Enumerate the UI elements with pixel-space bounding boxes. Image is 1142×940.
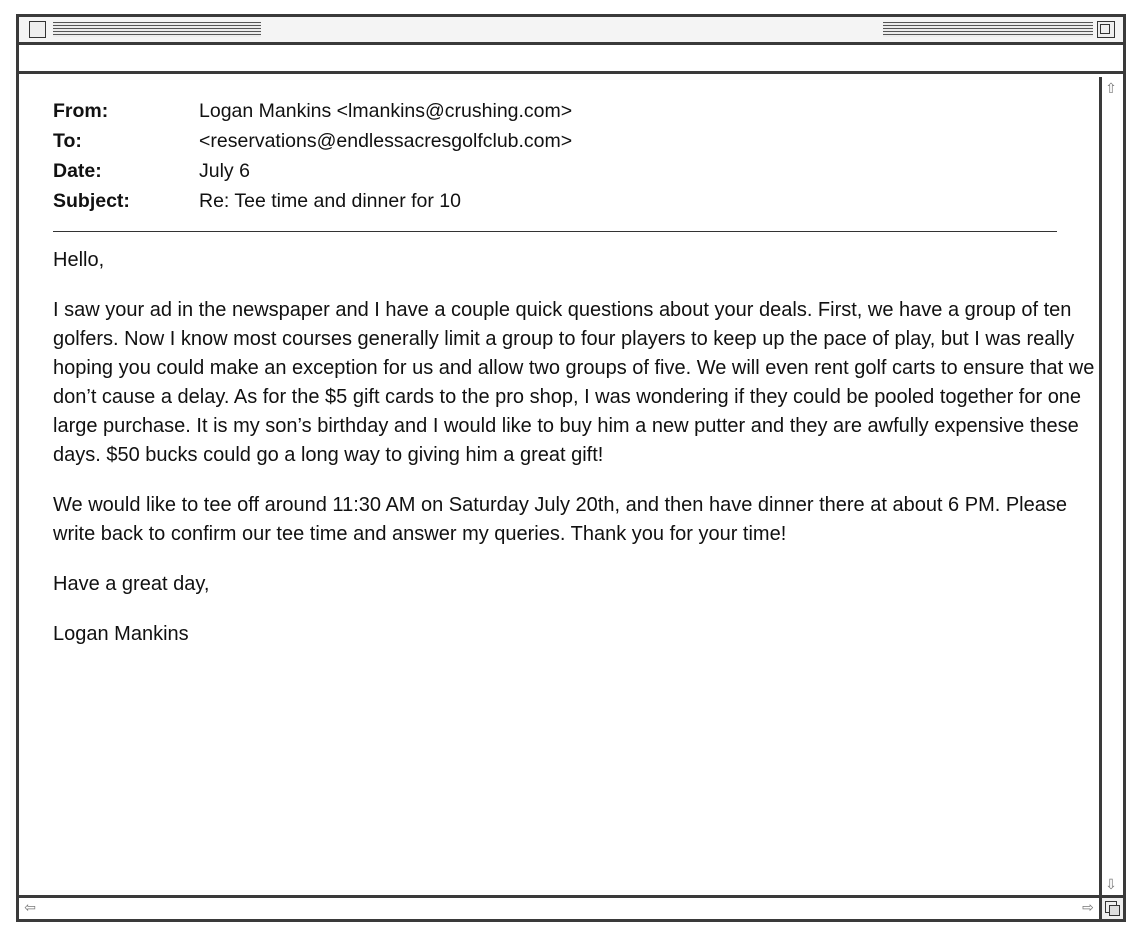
resize-icon[interactable] xyxy=(1099,895,1123,919)
email-window xyxy=(16,14,1126,922)
body-paragraph-1: I saw your ad in the newspaper and I have a couple quick questions about your deals. First, we have a group of ten golfers. Now I know most courses generally limit a group to four players to keep up the pace of play, but I was really hoping you could make an exception for us and allow two groups of five. We will even rent golf carts to ensure that we don’t cause a delay. As for the $5 gift cards to the pro shop, I was wondering if they could be pooled together for one large purchase. It is my son’s birthday and I would like to buy him a new putter and they are awfully expensive these days. $50 bucks could go a long way to giving him a great gift! xyxy=(53,299,1095,466)
date-value: July 6 xyxy=(199,160,250,182)
toolbar-strip xyxy=(19,48,1123,74)
from-value: Logan Mankins <lmankins@crushing.com> xyxy=(199,100,573,122)
header-divider xyxy=(53,231,1057,232)
horizontal-scrollbar[interactable] xyxy=(19,895,1099,919)
title-bar[interactable] xyxy=(19,17,1123,45)
body-paragraph-2: We would like to tee off around 11:30 AM on Saturday July 20th, and then have dinner there at about 6 PM. Please write back to confirm our tee time and answer my queries. Thank you for your time! xyxy=(53,494,1067,545)
email-headers xyxy=(53,99,1099,213)
vertical-scrollbar[interactable] xyxy=(1099,77,1123,895)
to-label: To: xyxy=(53,130,82,152)
signature: Logan Mankins xyxy=(53,623,189,645)
close-box-icon[interactable] xyxy=(29,21,46,38)
from-label: From: xyxy=(53,100,109,122)
zoom-box-icon[interactable] xyxy=(1097,21,1115,38)
message-content xyxy=(19,77,1099,895)
date-label: Date: xyxy=(53,160,102,182)
arrow-left-icon[interactable]: ⇦ xyxy=(24,899,36,915)
subject-label: Subject: xyxy=(53,190,130,212)
greeting: Hello, xyxy=(53,249,105,271)
arrow-up-icon[interactable]: ⇧ xyxy=(1105,80,1117,96)
to-value: <reservations@endlessacresgolfclub.com> xyxy=(199,130,573,152)
subject-value: Re: Tee time and dinner for 10 xyxy=(199,190,461,212)
sign-off: Have a great day, xyxy=(53,573,210,595)
title-stripes-left xyxy=(53,22,261,37)
arrow-down-icon[interactable]: ⇩ xyxy=(1105,876,1117,892)
email-body xyxy=(53,246,1099,649)
arrow-right-icon[interactable]: ⇨ xyxy=(1082,899,1094,915)
title-stripes-right xyxy=(883,22,1093,37)
